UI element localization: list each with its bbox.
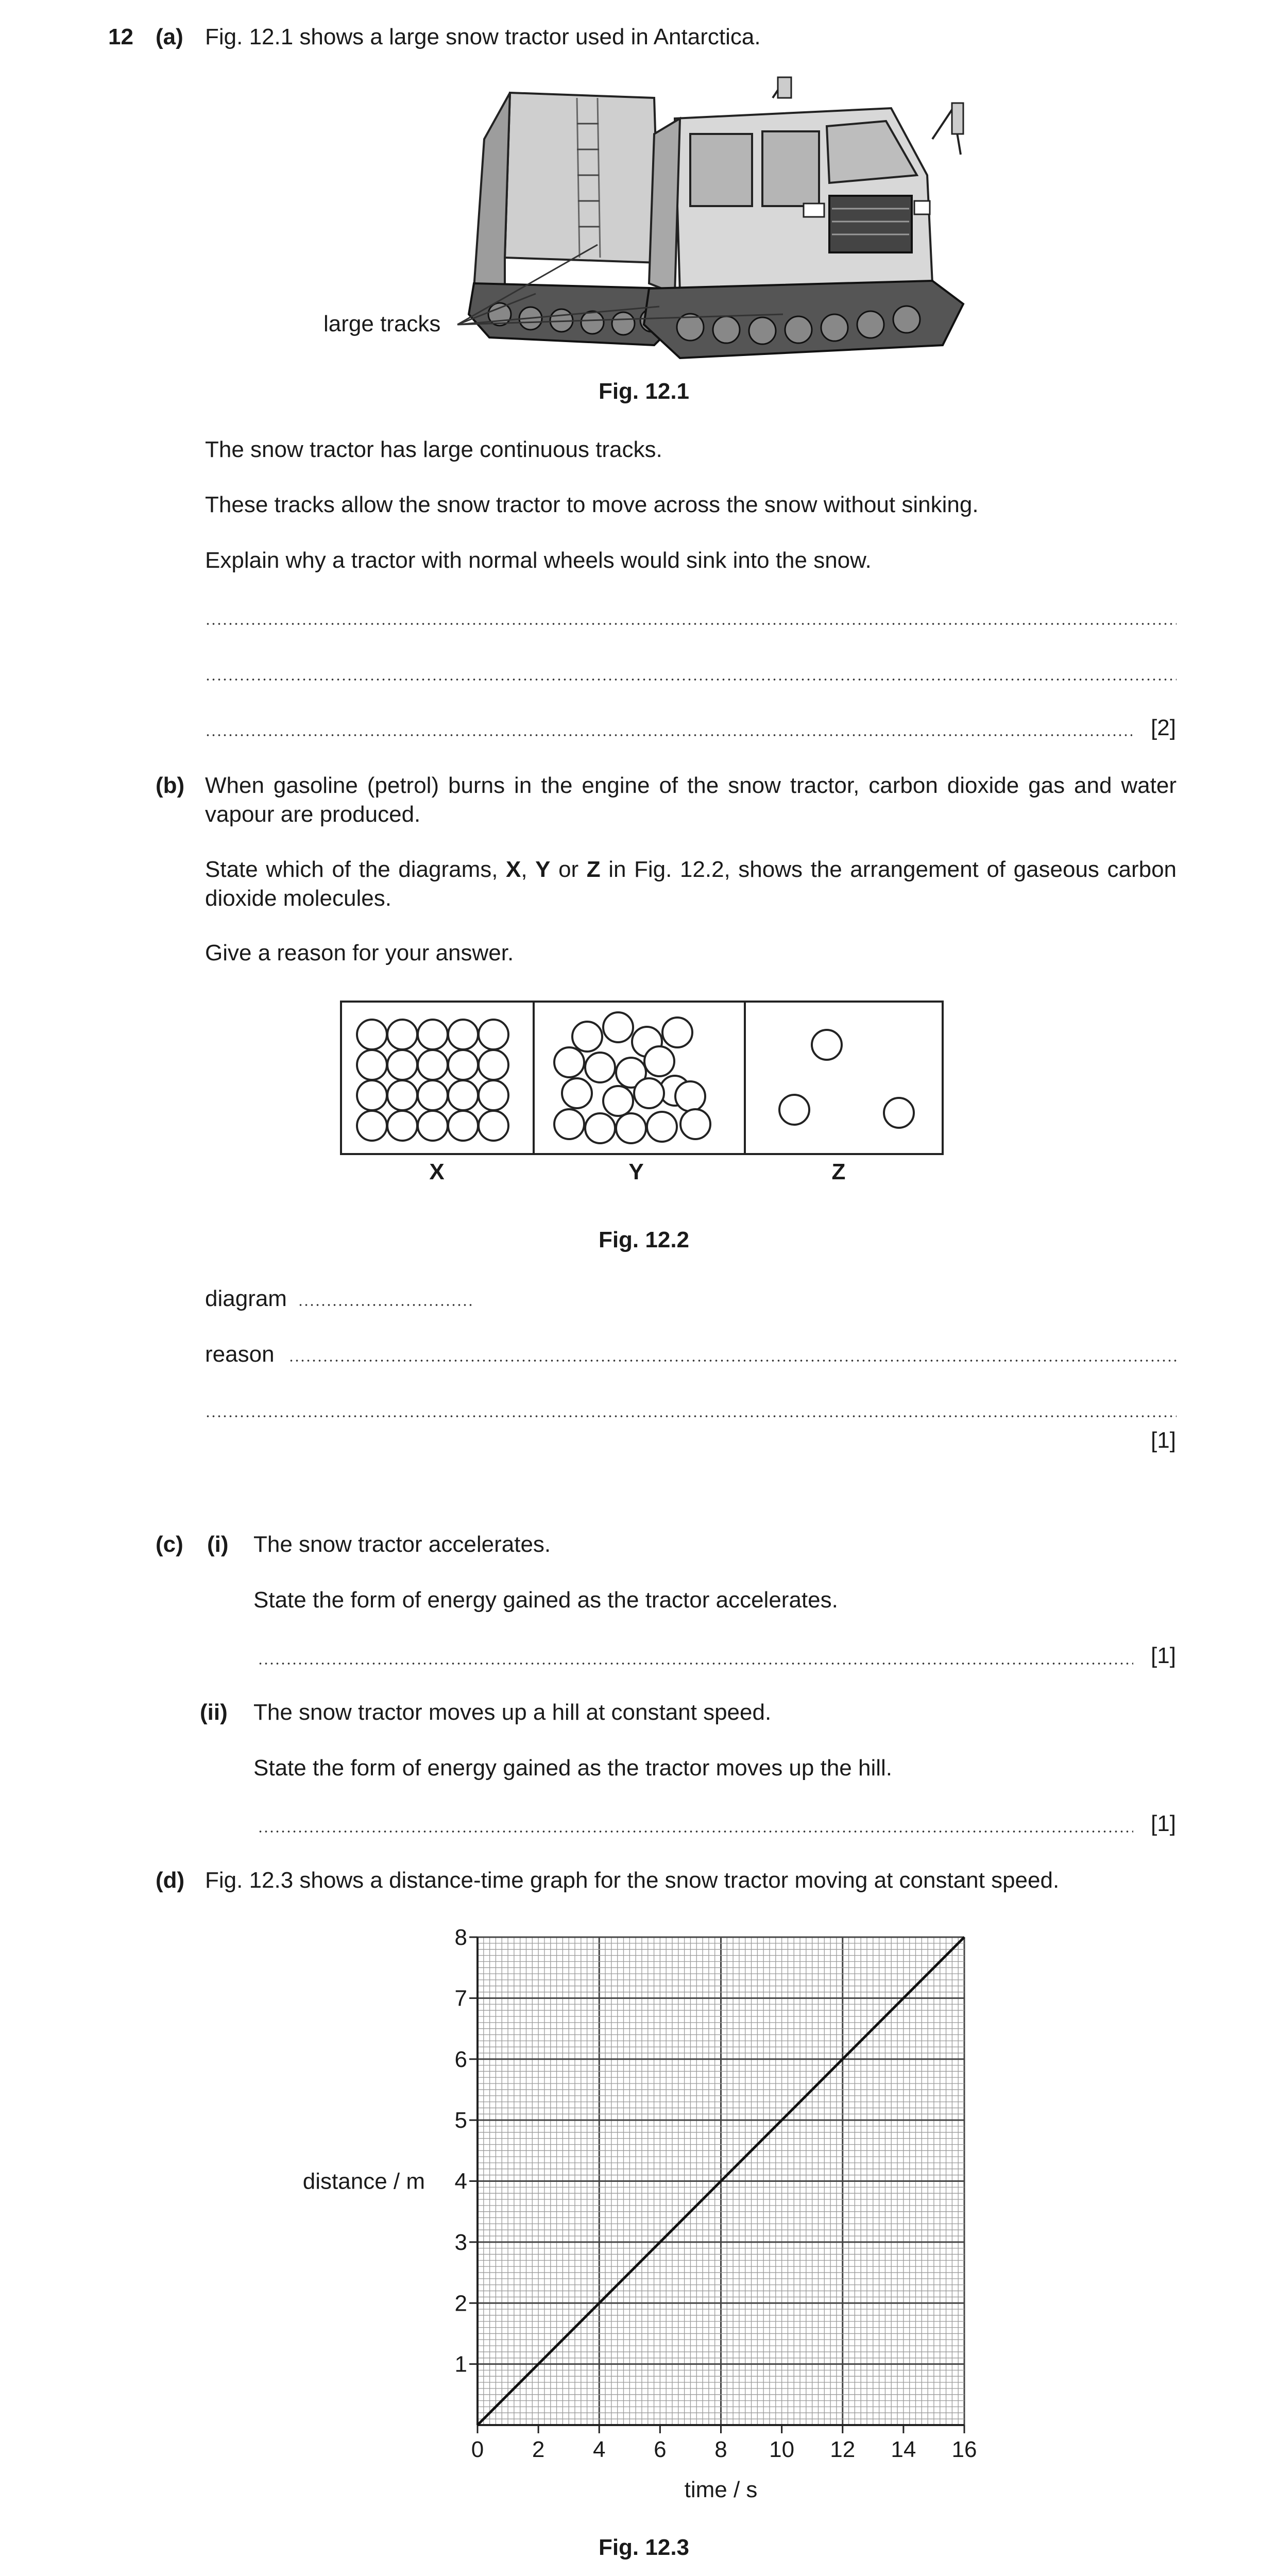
part-b-line1: When gasoline (petrol) burns in the engine of the snow tractor, carbon dioxide gas and water vapour are produced.: [205, 773, 1177, 827]
x-tick-label: 2: [532, 2437, 545, 2462]
x-tick-label: 6: [654, 2437, 667, 2462]
part-c-ii-line: The snow tractor moves up a hill at constant speed.: [253, 1700, 772, 1725]
large-tracks-label: large tracks: [323, 311, 441, 336]
x-tick-label: 16: [951, 2437, 977, 2462]
diagram-label-y: Y: [628, 1159, 644, 1184]
x-tick-label: 10: [769, 2437, 795, 2462]
y-tick-label: 6: [454, 2046, 467, 2072]
y-tick-label: 7: [454, 1986, 467, 2011]
y-tick-label: 8: [454, 1925, 467, 1950]
x-tick-label: 12: [830, 2437, 856, 2462]
x-tick-label: 14: [891, 2437, 916, 2462]
x-tick-label: 4: [593, 2437, 606, 2462]
part-c-ii-prompt: State the form of energy gained as the tractor moves up the hill.: [253, 1755, 893, 1781]
part-c-ii-label: (ii): [200, 1700, 228, 1725]
part-c-i-prompt: State the form of energy gained as the tractor accelerates.: [253, 1587, 838, 1613]
y-tick-label: 4: [454, 2168, 467, 2194]
fig-12-2-caption: Fig. 12.2: [598, 1227, 690, 1252]
x-axis-label: time / s: [684, 2477, 758, 2502]
part-a-line2: These tracks allow the snow tractor to move across the snow without sinking.: [205, 492, 979, 517]
part-a-prompt: Explain why a tractor with normal wheels would sink into the snow.: [205, 548, 872, 573]
part-b-label: (b): [156, 773, 185, 798]
marks-c-ii: [1]: [1151, 1811, 1176, 1836]
x-tick-label: 8: [714, 2437, 727, 2462]
part-a-label: (a): [156, 24, 183, 49]
x-tick-label: 0: [471, 2437, 484, 2462]
part-b-prompt: State which of the diagrams, X, Y or Z in Fig. 12.2, shows the arrangement of gaseous carbon dioxide molecules.: [205, 857, 1177, 911]
fig-12-3-caption: Fig. 12.3: [598, 2535, 690, 2560]
marks-c-i: [1]: [1151, 1643, 1176, 1668]
y-tick-label: 1: [454, 2351, 467, 2377]
y-axis-label: distance / m: [302, 2168, 425, 2194]
diagram-label-x: X: [429, 1159, 445, 1184]
part-b-reason-prompt: Give a reason for your answer.: [205, 940, 514, 965]
reason-answer-label: reason: [205, 1342, 275, 1367]
question-number: 12: [108, 24, 133, 49]
marks-b: [1]: [1151, 1428, 1176, 1453]
part-d-label: (d): [156, 1868, 185, 1893]
part-d-intro: Fig. 12.3 shows a distance-time graph for the snow tractor moving at constant speed.: [205, 1868, 1060, 1893]
marks-a: [2]: [1151, 715, 1176, 740]
diagram-answer-label: diagram: [205, 1286, 287, 1311]
part-c-i-label: (i): [207, 1532, 229, 1557]
part-a-intro: Fig. 12.1 shows a large snow tractor used in Antarctica.: [205, 24, 761, 49]
fig-12-1-caption: Fig. 12.1: [598, 379, 690, 404]
diagram-label-z: Z: [831, 1159, 846, 1184]
part-c-i-line: The snow tractor accelerates.: [253, 1532, 551, 1557]
y-tick-label: 5: [454, 2108, 467, 2133]
part-a-line1: The snow tractor has large continuous tracks.: [205, 437, 662, 462]
y-tick-label: 2: [454, 2291, 467, 2316]
part-c-label: (c): [156, 1532, 183, 1557]
y-tick-label: 3: [454, 2229, 467, 2255]
